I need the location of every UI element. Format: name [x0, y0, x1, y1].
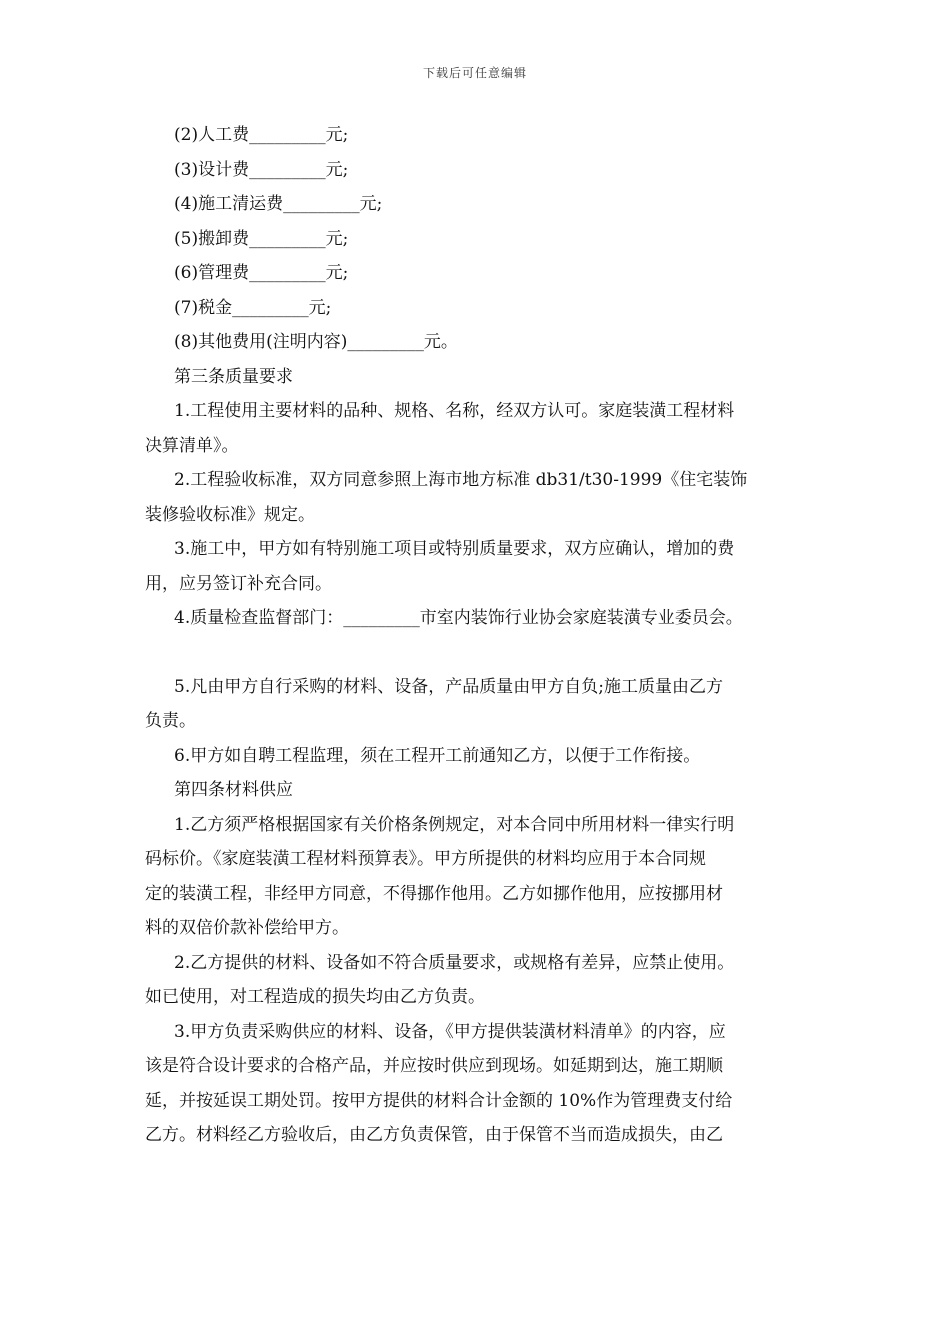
paragraph-line: 1.乙方须严格根据国家有关价格条例规定，对本合同中所用材料一律实行明 — [174, 814, 735, 835]
section3-item-1 — [145, 394, 815, 463]
paragraph-line: 5.凡由甲方自行采购的材料、设备，产品质量由甲方自负;施工质量由乙方 — [174, 676, 723, 697]
section3-item-4 — [145, 601, 815, 636]
paragraph-line: 装修验收标准》规定。 — [145, 504, 315, 525]
fee-item-handling: (5)搬卸费_________元; — [174, 228, 349, 249]
section3-item-6 — [145, 739, 815, 774]
fee-item-tax: (7)税金_________元; — [174, 297, 332, 318]
paragraph-line: 用，应另签订补充合同。 — [145, 573, 332, 594]
paragraph-line: 料的双倍价款补偿给甲方。 — [145, 918, 349, 938]
section3-title: 第三条质量要求 — [174, 366, 293, 387]
paragraph-line: 码标价。《家庭装潢工程材料预算表》。甲方所提供的材料均应用于本合同规 — [145, 849, 706, 869]
paragraph-line: 决算清单》。 — [145, 435, 239, 456]
paragraph-line: 定的装潢工程，非经甲方同意，不得挪作他用。乙方如挪作他用，应按挪用材 — [145, 883, 723, 904]
paragraph-line: 2.工程验收标准，双方同意参照上海市地方标准 db31/t30-1999《住宅装饰 — [174, 470, 748, 490]
paragraph-line: 4.质量检查监督部门：_________市室内装饰行业协会家庭装潢专业委员会。 — [174, 608, 743, 628]
document-body — [145, 118, 815, 1153]
page-header-note: 下载后可任意编辑 — [422, 66, 527, 80]
section3-item-5 — [145, 670, 815, 739]
fee-item-labor: (2)人工费_________元; — [174, 125, 349, 145]
section4-item-3 — [145, 1015, 815, 1153]
section4-item-1 — [145, 808, 815, 946]
paragraph-line: 该是符合设计要求的合格产品，并应按时供应到现场。如延期到达，施工期顺 — [145, 1056, 723, 1076]
section4-title: 第四条材料供应 — [174, 780, 293, 800]
fee-item-other: (8)其他费用(注明内容)_________元。 — [174, 332, 458, 352]
section4-item-2 — [145, 946, 815, 1015]
paragraph-line: 负责。 — [145, 711, 196, 731]
paragraph-line: 3.施工中，甲方如有特别施工项目或特别质量要求，双方应确认，增加的费 — [174, 539, 735, 559]
fee-item-management: (6)管理费_________元; — [174, 263, 349, 283]
blank-line — [145, 636, 815, 670]
paragraph-line: 如已使用，对工程造成的损失均由乙方负责。 — [145, 987, 485, 1007]
paragraph-line: 延，并按延误工期处罚。按甲方提供的材料合计金额的 10%作为管理费支付给 — [145, 1090, 733, 1111]
fee-item-cleanup: (4)施工清运费_________元; — [174, 194, 383, 214]
fee-item-design: (3)设计费_________元; — [174, 159, 349, 180]
section3-item-2 — [145, 463, 815, 532]
paragraph-line: 3.甲方负责采购供应的材料、设备，《甲方提供装潢材料清单》的内容，应 — [174, 1021, 726, 1042]
paragraph-line: 2.乙方提供的材料、设备如不符合质量要求，或规格有差异，应禁止使用。 — [174, 952, 735, 973]
paragraph-line: 6.甲方如自聘工程监理，须在工程开工前通知乙方，以便于工作衔接。 — [174, 745, 701, 766]
paragraph-line: 1.工程使用主要材料的品种、规格、名称，经双方认可。家庭装潢工程材料 — [174, 401, 735, 421]
paragraph-line: 乙方。材料经乙方验收后，由乙方负责保管，由于保管不当而造成损失，由乙 — [145, 1125, 723, 1145]
section3-item-3 — [145, 532, 815, 601]
